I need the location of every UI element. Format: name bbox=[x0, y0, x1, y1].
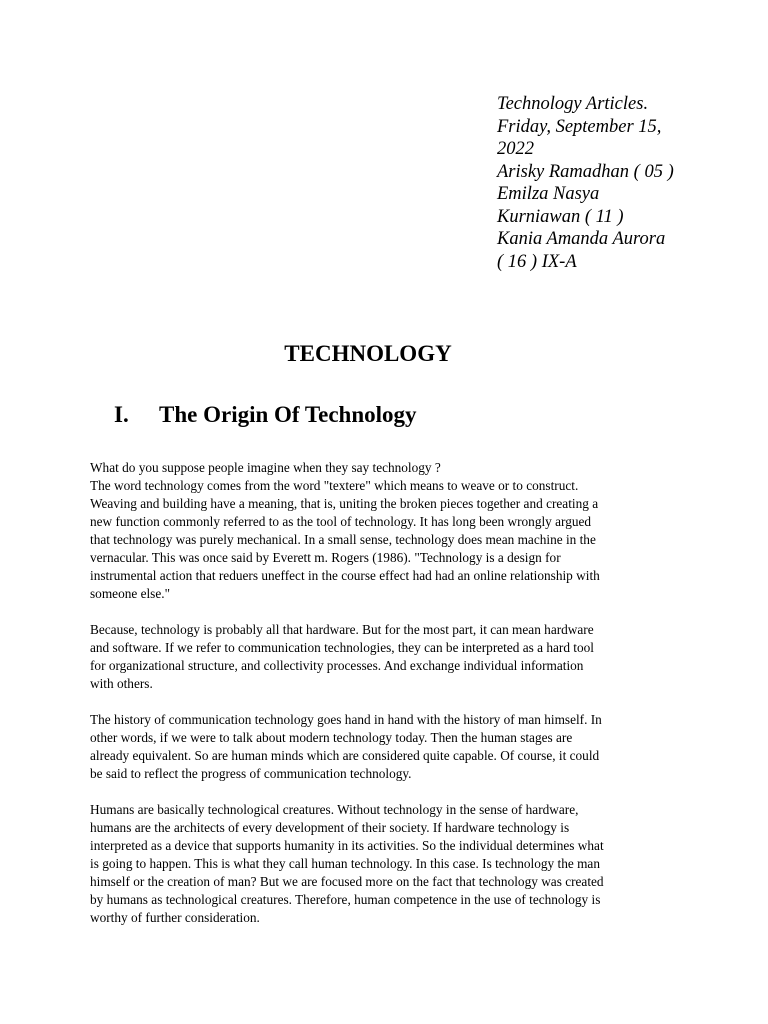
header-line: Kania Amanda Aurora bbox=[497, 229, 666, 249]
section-heading bbox=[114, 401, 417, 429]
article-body bbox=[90, 459, 690, 945]
text-line: Humans are basically technological creatures. Without technology in the sense of hardware, bbox=[90, 802, 579, 817]
text-line: and software. If we refer to communication technologies, they can be interpreted as a hard tool bbox=[90, 640, 594, 655]
text-line: Because, technology is probably all that hardware. But for the most part, it can mean hardware bbox=[90, 622, 594, 637]
header-line: Arisky Ramadhan ( 05 ) bbox=[497, 161, 674, 182]
header-line: Kurniawan ( 11 ) bbox=[497, 206, 624, 227]
paragraph bbox=[90, 801, 690, 927]
header-line: Technology Articles. bbox=[497, 94, 649, 114]
paragraph bbox=[90, 621, 690, 693]
text-line: The word technology comes from the word "textere" which means to weave or to construct. bbox=[90, 478, 579, 493]
paragraph bbox=[90, 711, 690, 783]
text-line: other words, if we were to talk about modern technology today. Then the human stages are bbox=[90, 730, 573, 745]
header-line: Emilza Nasya bbox=[497, 184, 600, 204]
article-header bbox=[497, 93, 712, 273]
header-line: 2022 bbox=[497, 139, 534, 159]
text-line: interpreted as a device that supports humanity in its activities. So the individual determines what bbox=[90, 838, 604, 853]
header-line: ( 16 ) IX-A bbox=[497, 251, 577, 272]
text-line: instrumental action that reduers uneffect in the course effect had had an online relationship with bbox=[90, 568, 600, 583]
text-line: is going to happen. This is what they call human technology. In this case. Is technology the man bbox=[90, 856, 600, 871]
text-line: vernacular. This was once said by Everett m. Rogers (1986). "Technology is a design for bbox=[90, 550, 561, 565]
text-line: Weaving and building have a meaning, that is, uniting the broken pieces together and creating a bbox=[90, 496, 599, 511]
text-line: already equivalent. So are human minds which are considered quite capable. Of course, it could bbox=[90, 748, 600, 763]
text-line: by humans as technological creatures. Therefore, human competence in the use of technology is bbox=[90, 892, 601, 907]
text-line: worthy of further consideration. bbox=[90, 910, 260, 925]
text-line: new function commonly referred to as the tool of technology. It has long been wrongly argued bbox=[90, 514, 592, 529]
header-line: Friday, September 15, bbox=[497, 116, 662, 137]
section-number: I. bbox=[114, 402, 129, 427]
text-line: with others. bbox=[90, 676, 153, 691]
text-line: himself or the creation of man? But we are focused more on the fact that technology was created bbox=[90, 874, 604, 889]
text-line: someone else." bbox=[90, 586, 171, 601]
document-title: TECHNOLOGY bbox=[284, 341, 452, 366]
text-line: be said to reflect the progress of communication technology. bbox=[90, 766, 412, 781]
paragraph bbox=[90, 459, 690, 603]
text-line: that technology was purely mechanical. In a small sense, technology does mean machine in the bbox=[90, 532, 596, 547]
text-line: What do you suppose people imagine when they say technology ? bbox=[90, 460, 441, 475]
text-line: for organizational structure, and collectivity processes. And exchange individual information bbox=[90, 658, 584, 673]
text-line: humans are the architects of every development of their society. If hardware technology is bbox=[90, 820, 570, 835]
section-title: The Origin Of Technology bbox=[159, 402, 417, 427]
text-line: The history of communication technology goes hand in hand with the history of man himself. In bbox=[90, 712, 602, 727]
